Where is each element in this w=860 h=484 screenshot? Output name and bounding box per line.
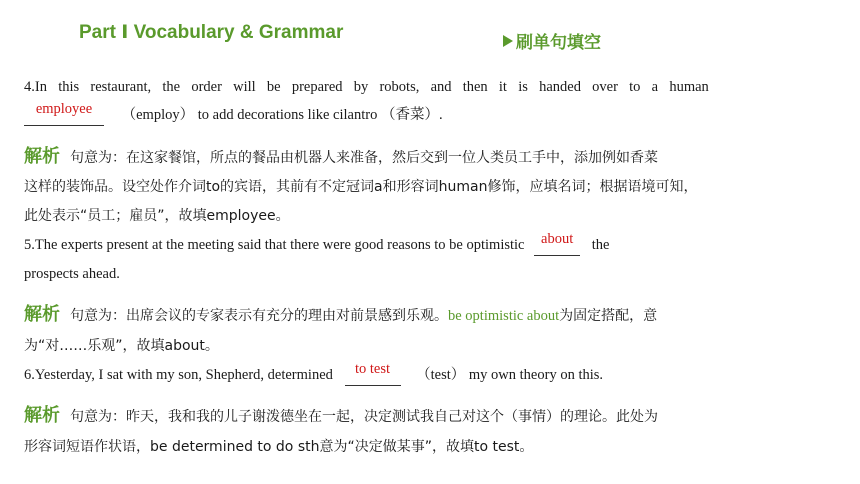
q4-word: by — [353, 79, 369, 95]
q4-word: handed — [539, 79, 581, 95]
q4-explanation-label: 解析 — [24, 146, 60, 167]
q4-word: then — [462, 79, 488, 95]
q4-word: over — [592, 79, 618, 95]
q4-sentence-line2 — [24, 101, 836, 126]
q4-word: human — [669, 79, 709, 95]
q4-sentence-line1 — [24, 77, 836, 97]
q5-sentence-line1: 5.The experts present at the meeting said that there were good reasons to be optimistic about the — [24, 235, 836, 256]
q4-explanation-line3: 此处表示“员工；雇员”，故填employee。 — [24, 208, 290, 224]
q4-word: will — [233, 79, 256, 95]
q6-answer-blank: to test — [345, 365, 401, 386]
q4-sentence-rest: （employ） to add decorations like cilantro （香菜）. — [121, 107, 443, 123]
q4-word: this — [58, 79, 80, 95]
page-title: Part Ⅰ Vocabulary & Grammar — [79, 22, 344, 43]
q5-sentence-line2: prospects ahead. — [24, 266, 120, 282]
q6-sentence: 6.Yesterday, I sat with my son, Shepherd, determined to test （test） my own theory on this. — [24, 365, 836, 386]
q4-word: 4.In — [24, 79, 47, 95]
q5-explanation-line1: 解析 句意为：出席会议的专家表示有充分的理由对前景感到乐观。be optimistic about为固定搭配，意 — [24, 304, 658, 325]
q4-word: order — [191, 79, 222, 95]
q6-explanation-line1: 解析 句意为：昨天，我和我的儿子谢泼德坐在一起，决定测试我自己对这个（事情）的理论。此处为 — [24, 405, 658, 426]
q6-explanation-label: 解析 — [24, 405, 60, 426]
q4-word: robots, — [379, 79, 420, 95]
section-tag — [503, 28, 601, 53]
q5-explanation-line2: 为“对……乐观”，故填about。 — [24, 338, 219, 354]
q4-word: it — [498, 79, 507, 95]
q6-explanation-line2: 形容词短语作状语，be determined to do sth意为“决定做某事”，故填to test。 — [24, 439, 534, 455]
q5-answer-blank: about — [534, 235, 580, 256]
section-tag-label: 刷单句填空 — [516, 33, 601, 53]
q4-word: and — [430, 79, 452, 95]
play-triangle-icon — [503, 35, 513, 47]
q4-explanation-line2: 这样的装饰品。设空处作介词to的宾语，其前有不定冠词a和形容词human修饰，应填名词；根据语境可知， — [24, 179, 698, 195]
q4-word: restaurant, — [90, 79, 152, 95]
q5-explanation-label: 解析 — [24, 304, 60, 325]
q4-word: the — [162, 79, 181, 95]
q4-word: be — [266, 79, 281, 95]
q4-word: prepared — [291, 79, 343, 95]
q4-answer-blank: employee — [24, 105, 104, 126]
q4-explanation-line1: 解析 句意为：在这家餐馆，所点的餐品由机器人来准备，然后交到一位人类员工手中，添加例如香菜 — [24, 146, 658, 167]
q4-word: is — [518, 79, 528, 95]
q4-word: a — [651, 79, 659, 95]
q4-word: to — [629, 79, 641, 95]
